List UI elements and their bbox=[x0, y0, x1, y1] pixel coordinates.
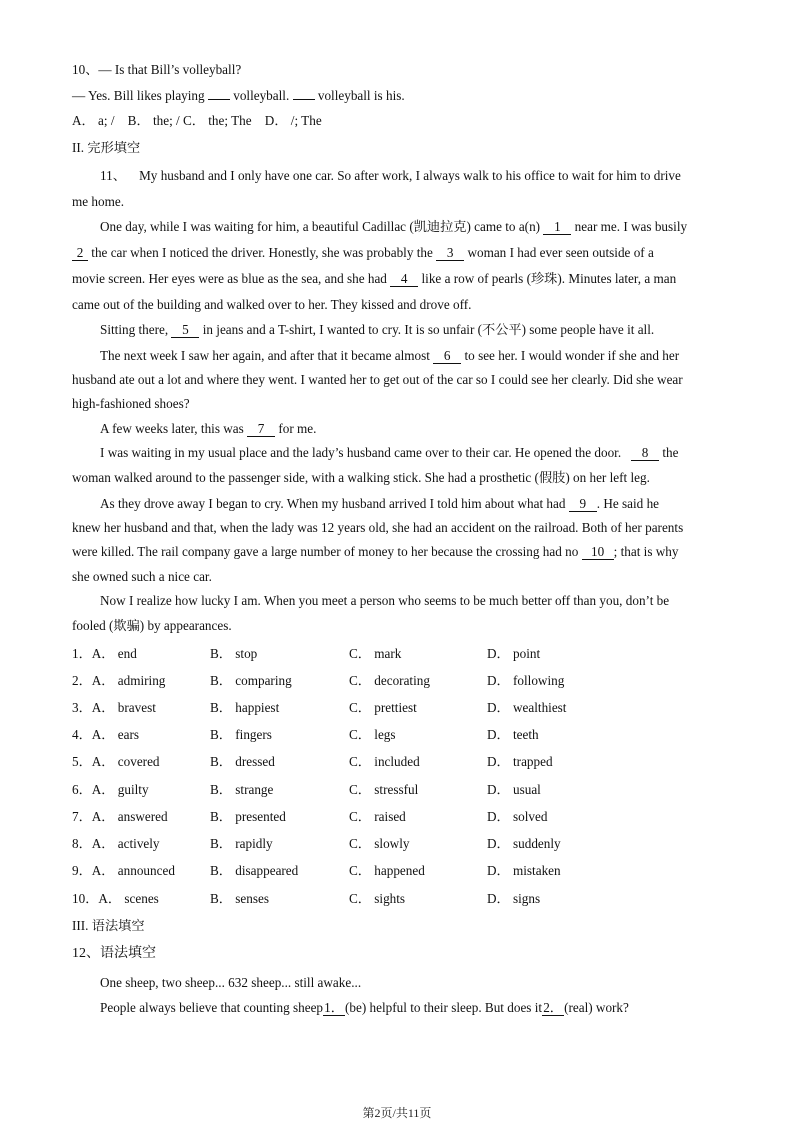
blank-5: 5 bbox=[171, 322, 199, 338]
q12-line2: People always believe that counting sheep1．(be) helpful to their sleep. But does it2．(real) work? bbox=[100, 1000, 629, 1015]
passage-p5: A few weeks later, this was 7 for me. bbox=[100, 421, 317, 436]
grammar-blank-2: 2． bbox=[543, 1000, 563, 1015]
blank-4: 4 bbox=[390, 271, 418, 287]
passage-p6-line2: woman walked around to the passenger side, with a walking stick. She had a prosthetic (假肢) on her left leg. bbox=[72, 470, 650, 485]
blank-8: 8 bbox=[631, 445, 659, 461]
q12-line1: One sheep, two sheep... 632 sheep... still awake... bbox=[100, 975, 362, 990]
blank-1: 1 bbox=[543, 219, 571, 235]
passage-p7-line2: knew her husband and that, when the lady was 12 years old, she had an accident on the railroad. Both of her parents bbox=[72, 520, 684, 535]
q10-options: A． a; / B． the; / C． the; The D． /; The bbox=[72, 113, 322, 128]
q10-answer-line: — Yes. Bill likes playing volleyball. volleyball is his. bbox=[72, 88, 405, 103]
passage-p4-line3: high-fashioned shoes? bbox=[72, 396, 190, 411]
grammar-blank-1: 1． bbox=[324, 1000, 344, 1015]
passage-p6-line1: I was waiting in my usual place and the lady’s husband came over to their car. He opened the door. 8 the bbox=[100, 445, 679, 460]
blank bbox=[208, 99, 230, 100]
blank-7: 7 bbox=[247, 421, 275, 437]
passage-p7-line1: As they drove away I began to cry. When my husband arrived I told him about what had 9 . He said he bbox=[100, 496, 660, 511]
section-heading-grammar: III. 语法填空 bbox=[72, 918, 145, 933]
q10-line1: 10、— Is that Bill’s volleyball? bbox=[72, 62, 242, 77]
blank-3: 3 bbox=[436, 245, 464, 261]
passage-p2-line2: 2 the car when I noticed the driver. Honestly, she was probably the 3 woman I had ever seen outside of a bbox=[72, 244, 722, 262]
blank-6: 6 bbox=[433, 348, 461, 364]
passage-p2-line1: One day, while I was waiting for him, a beautiful Cadillac (凯迪拉克) came to a(n) 1 near me. I was busily bbox=[100, 219, 688, 234]
passage-p8-line1: Now I realize how lucky I am. When you meet a person who seems to be much better off than you, don’t be bbox=[100, 593, 670, 608]
blank-9: 9 bbox=[569, 496, 597, 512]
passage-p4-line2: husband ate out a lot and where they went. I wanted her to get out of the car so I could see her clearly. Did she wear bbox=[72, 372, 683, 387]
passage-p1-line2: me home. bbox=[72, 194, 125, 209]
passage-p4-line1: The next week I saw her again, and after that it became almost 6 to see her. I would wonder if she and her bbox=[100, 348, 680, 363]
blank-10: 10 bbox=[582, 544, 614, 560]
exam-page: 10、— Is that Bill’s volleyball? — Yes. Bill likes playing volleyball. volleyball is his. A． a; / B． the; / C． the; The D． /; The II. 完形填空 11、 My husband and I only have one car. So after work, I always walk to his office to wait for him to drive me home. One day, while I was waiting for him, a beautiful Cadillac (凯迪拉克) came to a(n) 1 near me. I was busily 2 the car when I noticed the driver. Honestly, she was probably the 3 woman I had ever seen outside of a movie screen. Her eyes were as blue as the sea, and she had 4 like a row of pearls (珍珠). Minutes later, a man came out of the building and walked over to her. They kissed and drove off. Sitting there, 5 in jeans and a T-shirt, I wanted to cry. It is so unfair (不公平) some people have it all. The next week I saw her again, and after that it became almost 6 to see her. I would wonder if she and her husband ate out a lot and where they went. I wanted her to get out of the car so I could see her clearly. Did she wear high-fashioned shoes? A few weeks later, this was 7 for me. I was waiting in my usual place and the lady’s husband came over to their car. He opened the door. 8 the woman walked around to the passenger side, with a walking stick. She had a prosthetic (假肢) on her left leg. As they drove away I began to cry. When my husband arrived I told him about what had 9 . He said he knew her husband and that, when the lady was 12 years old, she had an accident on the railroad. Both of her parents were killed. The rail company gave a large number of money to her because the crossing had no 10 ; that is why she owned such a nice car. Now I realize how lucky I am. When you meet a person who seems to be much better off than you, don’t be fooled (欺骗) by appearances. 1．A． end B． stop C． mark D． point 2．A． admiring B． comparing C． decorating D． following 3．A． bravest B． happiest C． prettiest D． wealthiest 4．A． ears B． fingers C． legs D． teeth 5．A． covered B． dressed C． included D． trapped 6．A． guilty B． strange C． stressful D． usual 7．A． answered B． presented C． raised D． solved 8．A． actively B． rapidly C． slowly D． suddenly 9．A． announced B． disappeared C． happened D． mistaken 10．A． scenes B． senses C． sights D． signs III. 语法填空 12、语法填空 One sheep, two sheep... 632 sheep... still awake... People always believe that counting sheep1．(be) helpful to their sleep. But does it2．(real) work? 第2页/共11页 bbox=[0, 0, 794, 1123]
blank bbox=[293, 99, 315, 100]
q10-question bbox=[72, 61, 722, 79]
q12-title: 12、语法填空 bbox=[72, 946, 156, 961]
passage-p8-line2: fooled (欺骗) by appearances. bbox=[72, 618, 232, 633]
passage-p7-line3: were killed. The rail company gave a large number of money to her because the crossing had no 10 ; that is why bbox=[72, 544, 679, 559]
page-number: 第2页/共11页 bbox=[362, 1106, 432, 1120]
passage-p2-line4: came out of the building and walked over to her. They kissed and drove off. bbox=[72, 297, 472, 312]
passage-p7-line4: she owned such a nice car. bbox=[72, 569, 212, 584]
blank-2: 2 bbox=[72, 245, 88, 261]
passage-p3: Sitting there, 5 in jeans and a T-shirt, I wanted to cry. It is so unfair (不公平) some people have it all. bbox=[100, 322, 655, 337]
passage-p2-line3: movie screen. Her eyes were as blue as the sea, and she had 4 like a row of pearls (珍珠). Minutes later, a man bbox=[72, 271, 677, 286]
section-heading-cloze: II. 完形填空 bbox=[72, 140, 141, 155]
passage-p1-line1: 11、 My husband and I only have one car. So after work, I always walk to his office to wait for him to drive bbox=[100, 168, 681, 183]
